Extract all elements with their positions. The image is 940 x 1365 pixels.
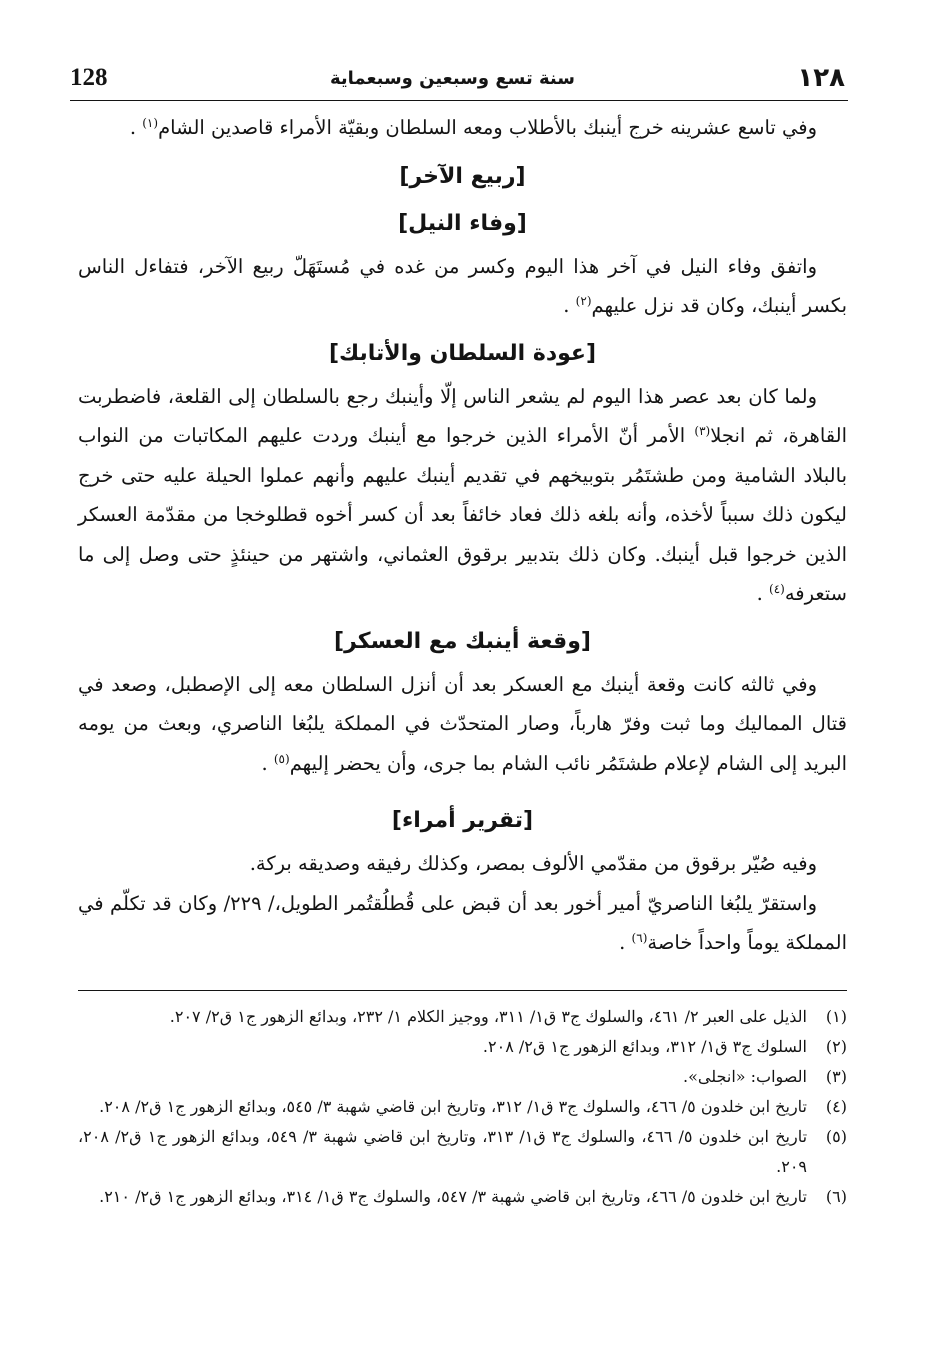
footnote-number: (٢) [825,1037,847,1056]
footnote-number: (٣) [825,1067,847,1086]
footnote-text: تاريخ ابن خلدون ٥/ ٤٦٦، والسلوك ج٣ ق١/ ٣١٣، وتاريخ ابن قاضي شهبة ٣/ ٥٤٩، وبدائع الزهور ج١ ق٢/ ٢٠٨، ٢٠٩. [78,1127,808,1176]
paragraph-6-text: واستقرّ يلبُغا الناصريّ أمير أخور بعد أن قبض على قُطلُقتُمر الطويل،/ ٢٢٩/ وكان قد تكلّم في المملكة يوماً واحداً خاصة [78,891,847,954]
footnote-item [78,1032,847,1062]
footnote-number: (١) [825,1007,847,1026]
footnote-item [78,1182,847,1212]
section-heading-appointments: [تقرير أمراء] [391,808,534,833]
footnote-ref-3: (٣) [694,423,711,438]
paragraph-1-text: وفي تاسع عشرينه خرج أينبك بالأطلاب ومعه السلطان وبقيّة الأمراء قاصدين الشام [158,116,817,139]
footnote-ref-6: (٦) [631,930,648,945]
footnote-text: الذيل على العبر ٢/ ٤٦١، والسلوك ج٣ ق١/ ٣١١، ووجيز الكلام ١/ ٢٣٢، وبدائع الزهور ج١ ق٢/ ٢٠٧. [169,1007,807,1026]
paragraph-5-text: وفيه صُيّر برقوق من مقدّمي الألوف بمصر، وكذلك رفيقه وصديقه بركة. [249,852,817,875]
footnote-ref-2: (٢) [575,293,592,308]
paragraph-3-text-b: الأمر أنّ الأمراء الذين خرجوا مع أينبك وردت عليهم المكاتبات من النواب بالبلاد الشامية ومن طشتَمُر بتوبيخهم في تقديم أينبك عليهم وأنهم عملوا الحيلة عليه حتى خرج ليكون ذلك سبباً لأخذه، وأنه بلغه ذلك فعاد خائفاً بعد أن كسر أخوه قطلوخجا من مقدّمة العسكر الذين خرجوا قبل أينبك. وكان ذلك بتدبير برقوق العثماني، واشتهر من حينئذٍ حتى وصل إلى ما ستعرفه [78,424,847,605]
footnote-number: (٦) [825,1187,847,1206]
header-rule [70,100,848,101]
footnote-text: الصواب: «انجلى». [683,1067,807,1086]
footnote-text: تاريخ ابن خلدون ٥/ ٤٦٦، والسلوك ج٣ ق١/ ٣١٢، وتاريخ ابن قاضي شهبة ٣/ ٥٤٥، وبدائع الزهور ج١ ق٢/ ٢٠٨. [99,1097,807,1116]
running-header [70,58,845,98]
section-heading-sultan-return: [عودة السلطان والأتابك] [328,340,597,366]
paragraph-5 [78,844,847,884]
footnote-ref-1: (١) [142,115,159,130]
paragraph-3-end: . [756,582,769,605]
footnote-number: (٥) [825,1127,847,1146]
paragraph-6 [78,884,847,963]
paragraph-1-end: . [129,116,143,139]
paragraph-3-text-a: ولما كان بعد عصر هذا اليوم لم يشعر الناس إلّا وأينبك رجع بالسلطان إلى القلعة، فاضطربت القاهرة، ثم انجلا [78,384,847,447]
footnote-rule [78,990,847,991]
footnote-text: تاريخ ابن خلدون ٥/ ٤٦٦، وتاريخ ابن قاضي شهبة ٣/ ٥٤٧، والسلوك ج٣ ق١/ ٣١٤، وبدائع الزهور ج١ ق٢/ ٢١٠. [99,1187,807,1206]
paragraph-2-text: واتفق وفاء النيل في آخر هذا اليوم وكسر من غده في مُستَهَلّ ربيع الآخر، فتفاءل الناس بكسر أينبك، وكان قد نزل عليهم [78,254,847,317]
paragraph-6-end: . [619,931,632,954]
section-heading-battle: [وقعة أينبك مع العسكر] [334,628,591,654]
page-number-arabic: ١٢٨ [797,63,845,93]
footnotes [78,1002,847,1212]
footnote-ref-4: (٤) [769,581,785,596]
paragraph-4-end: . [261,751,274,775]
footnote-number: (٤) [825,1097,847,1116]
paragraph-2 [78,247,847,326]
footnote-item [78,1092,847,1122]
paragraph-2-end: . [563,294,576,317]
footnote-ref-5: (٥) [273,751,290,766]
page-number-latin: 128 [70,64,108,91]
paragraph-4-text: وفي ثالثه كانت وقعة أينبك مع العسكر بعد أن أنزل السلطان معه إلى الإصطبل، وصعد في قتال المماليك وما ثبت وفرّ هارباً، وصار المتحدّث في المملكة يلبُغا الناصري، وبعث من يومه البريد إلى الشام لإعلام طشتَمُر نائب الشام بما جرى، وأن يحضر إليهم [78,672,847,775]
footnote-item [78,1002,847,1032]
footnote-item [78,1062,847,1092]
section-heading-rabi-al-akhir: [ربيع الآخر] [399,163,526,189]
main-text [78,108,847,963]
section-heading-wafa-al-nil: [وفاء النيل] [398,210,527,236]
footnote-text: السلوك ج٣ ق١/ ٣١٢، وبدائع الزهور ج١ ق٢/ ٢٠٨. [482,1037,807,1056]
paragraph-4 [78,665,847,784]
paragraph-1 [78,108,847,148]
footnote-item [78,1122,847,1182]
running-title: سنة تسع وسبعين وسبعماية [329,67,575,89]
paragraph-3 [78,377,847,614]
